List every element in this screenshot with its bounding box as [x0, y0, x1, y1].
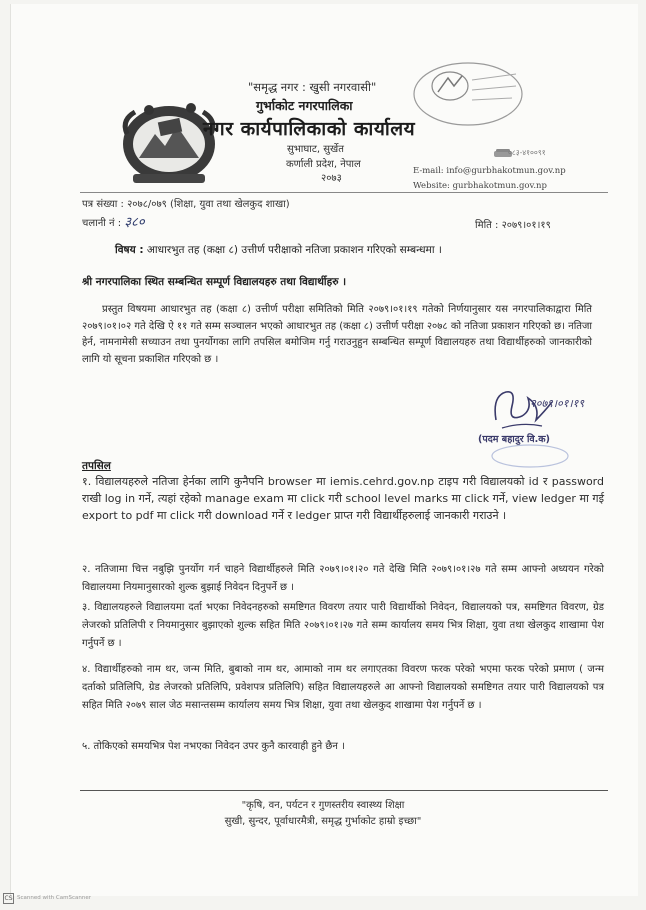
subject-label: विषय : [115, 244, 144, 256]
list-item: १. विद्यालयहरुले नतिजा हेर्नका लागि कुनैपनि browser मा iemis.cehrd.gov.np टाइप गरी विद्यालयको id र password राखी log in गर्ने, त्यहां रहेको manage exam मा click गरी school level marks मा click गर्ने, view ledger मा गई export to pdf मा click गरी download गर्ने र ledger प्राप्त गरी विद्यार्थीहरुलाई जानकारी गराउने । [82, 475, 604, 522]
body-paragraph: प्रस्तुत विषयमा आधारभुत तह (कक्षा ८) उत्तीर्ण परीक्षा समितिको मिति २०७९।०१।१९ गतेको निर्णयानुसार यस नगरपालिकाद्वारा मिति २०७९।०१।०२ गते देखि ऐ ११ गते सम्म सञ्चालन भएको आधारभुत तह (कक्षा ८) उत्तीर्ण परीक्षा २०७८ को नतिजा प्रकाशन गरिएको छ। नतिजा हेर्न, नामनामेसी सच्याउन तथा पुनर्योगका लागि तपसिल बमोजिम गर्नु गराउनुहुन सम्बन्धित सम्पूर्ण विद्यालयहरु तथा विद्यार्थीहरुको जानकारीको लागि यो सूचना प्रकाशित गरिएको छ । [82, 304, 592, 365]
camscanner-badge: CS [4, 895, 13, 902]
address-line-1: सुभाघाट, सुर्खेत [287, 144, 344, 155]
signature-date: २०७९।०१।१९ [530, 397, 585, 410]
footer-divider [80, 790, 608, 791]
addressee: श्री नगरपालिका स्थित सम्बन्धित सम्पूर्ण विद्यालयहरु तथा विद्यार्थीहरु । [82, 276, 347, 288]
subject-text: आधारभुत तह (कक्षा ८) उत्तीर्ण परीक्षाको नतिजा प्रकाशन गरिएको सम्बन्धमा । [146, 244, 442, 256]
header-motto: "समृद्ध नगर : खुसी नगरवासी" [248, 80, 377, 94]
contact-phone: ०८३-४१००९१ [508, 148, 546, 157]
contact-website: Website: gurbhakotmun.gov.np [413, 181, 547, 191]
header-divider [80, 192, 608, 193]
dispatch-label: चलानी नं : [82, 218, 122, 229]
contact-email: E-mail: info@gurbhakotmun.gov.np [413, 166, 566, 176]
list-item: २. नतिजामा चित्त नबुझि पुनर्योग गर्न चाहने विद्यार्थीहरुले मिति २०७९।०१।२० गते देखि मिति २०७९।०१।२७ गते सम्म आफ्नो अध्ययन गरेको विद्यालयमा नियमानुसारको शुल्क बुझाई निवेदन दिनुपर्ने छ । [82, 564, 604, 593]
letter-date: मिति : २०७९।०१।१९ [475, 220, 551, 231]
dispatch-value: ३८० [124, 215, 145, 230]
list-item: ५. तोकिएको समयभित्र पेश नभएका निवेदन उपर कुनै कारवाही हुने छैन । [82, 741, 345, 752]
list-item: ४. विद्यार्थीहरुको नाम थर, जन्म मिति, बुबाको नाम थर, आमाको नाम थर लगाएतका विवरण फरक परेको भएमा फरक परेको प्रमाण ( जन्म दर्ताको प्रतिलिपि, ग्रेड लेजरको प्रतिलिपि, प्रवेशपत्र प्रतिलिपि) सहित विद्यालयहरुले आ आफ्नो विद्यालयको समष्टिगत तयार पारी विद्यालयको पत्र सहित मिति २०७९ साल जेठ मसान्तसम्म कार्यालय समय भित्र शिक्षा, युवा तथा खेलकुद शाखामा पेश गर्नुपर्ने छ । [82, 664, 604, 711]
dispatch-number [82, 212, 145, 230]
footer-slogan-line-2: सुखी, सुन्दर, पूर्वाधारमैत्री, समृद्ध गुर्भाकोट हाम्रो इच्छा" [224, 816, 422, 827]
tapsil-heading: तपसिल [82, 460, 111, 472]
reference-number: पत्र संख्या : २०७८/०७९ (शिक्षा, युवा तथा खेलकुद शाखा) [82, 199, 290, 210]
faint-stamp [490, 442, 572, 468]
office-title: नगर कार्यपालिकाको कार्यालय [203, 118, 416, 140]
list-item: ३. विद्यालयहरुले विद्यालयमा दर्ता भएका निवेदनहरुको समष्टिगत विवरण तयार पारी विद्यार्थीको निवेदन, विद्यालयको पत्र, समष्टिगत विवरण, ग्रेड लेजरको प्रतिलिपी र नियमानुसार बुझाएको शुल्क सहित मिति २०७९।०१।२७ गते सम्म कार्यालय समय भित्र शिक्षा, युवा तथा खेलकुद शाखामा पेश गर्नुपर्ने छ । [82, 602, 604, 649]
municipality-name: गुर्भाकोट नगरपालिका [256, 98, 353, 113]
signatory-name: (पदम बहादुर वि.क) [478, 434, 550, 445]
subject-line [115, 243, 442, 257]
camscanner-watermark: Scanned with CamScanner [17, 895, 91, 901]
office-seal [412, 60, 524, 128]
address-line-2: कर्णाली प्रदेश, नेपाल [286, 159, 361, 170]
municipality-logo [115, 90, 223, 192]
footer-slogan-line-1: "कृषि, वन, पर्यटन र गुणस्तरीय स्वास्थ्य शिक्षा [241, 800, 405, 811]
address-line-3: २०७३ [321, 173, 342, 184]
